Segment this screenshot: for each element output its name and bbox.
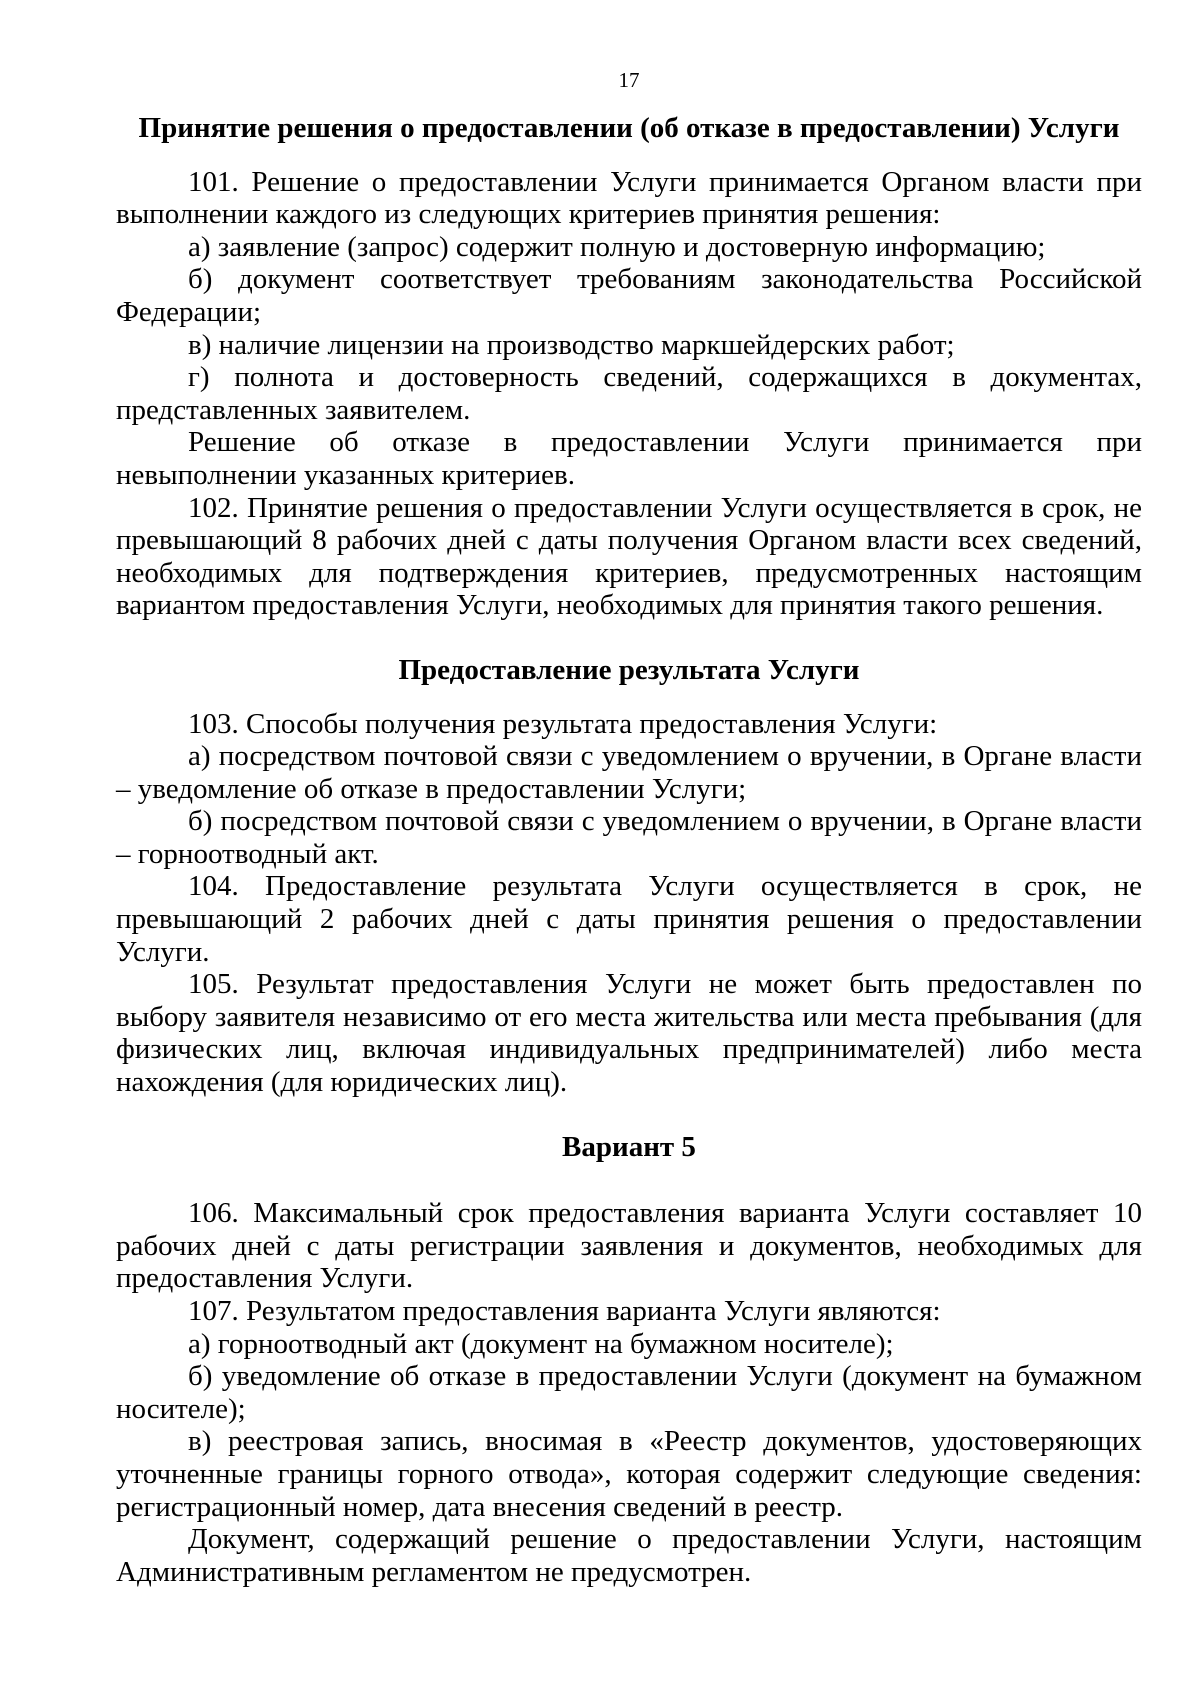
section-heading-variant: Вариант 5 [562,1130,696,1163]
paragraph: Документ, содержащий решение о предоставлении Услуги, настоящим Административным регламентом не предусмотрен. [116,1523,1142,1588]
paragraph: 105. Результат предоставления Услуги не может быть предоставлен по выбору заявителя независимо от его места жительства или места пребывания (для физических лиц, включая индивидуальных предпринимателей) либо места нахождения (для юридических лиц). [116,968,1142,1099]
paragraph: а) заявление (запрос) содержит полную и достоверную информацию; [188,230,1046,263]
paragraph: в) реестровая запись, вносимая в «Реестр документов, удостоверяющих уточненные границы горного отвода», которая содержит следующие сведения: регистрационный номер, дата внесения сведений в реестр. [116,1425,1142,1523]
paragraph: б) уведомление об отказе в предоставлении Услуги (документ на бумажном носителе); [116,1360,1142,1425]
paragraph: б) посредством почтовой связи с уведомлением о вручении, в Органе власти – горноотводный акт. [116,805,1142,870]
paragraph: а) горноотводный акт (документ на бумажном носителе); [188,1327,894,1360]
paragraph: г) полнота и достоверность сведений, содержащихся в документах, представленных заявителем. [116,361,1142,426]
paragraph: б) документ соответствует требованиям законодательства Российской Федерации; [116,263,1142,328]
paragraph: Решение об отказе в предоставлении Услуги принимается при невыполнении указанных критериев. [116,426,1142,491]
section-heading-result: Предоставление результата Услуги [398,653,860,686]
paragraph: 102. Принятие решения о предоставлении Услуги осуществляется в срок, не превышающий 8 рабочих дней с даты получения Органом власти всех сведений, необходимых для подтверждения критериев, предусмотренных настоящим вариантом предоставления Услуги, необходимых для принятия такого решения. [116,491,1142,622]
paragraph: 106. Максимальный срок предоставления варианта Услуги составляет 10 рабочих дней с даты регистрации заявления и документов, необходимых для предоставления Услуги. [116,1197,1142,1295]
paragraph: 104. Предоставление результата Услуги осуществляется в срок, не превышающий 2 рабочих дней с даты принятия решения о предоставлении Услуги. [116,870,1142,968]
page-number: 17 [618,68,640,92]
section-heading-decision: Принятие решения о предоставлении (об отказе в предоставлении) Услуги [138,112,1120,144]
paragraph: 103. Способы получения результата предоставления Услуги: [188,707,938,740]
paragraph: 107. Результатом предоставления варианта Услуги являются: [188,1295,941,1327]
paragraph: 101. Решение о предоставлении Услуги принимается Органом власти при выполнении каждого из следующих критериев принятия решения: [116,165,1142,231]
paragraph: в) наличие лицензии на производство маркшейдерских работ; [188,328,955,361]
paragraph: а) посредством почтовой связи с уведомлением о вручении, в Органе власти – уведомление об отказе в предоставлении Услуги; [116,740,1142,805]
